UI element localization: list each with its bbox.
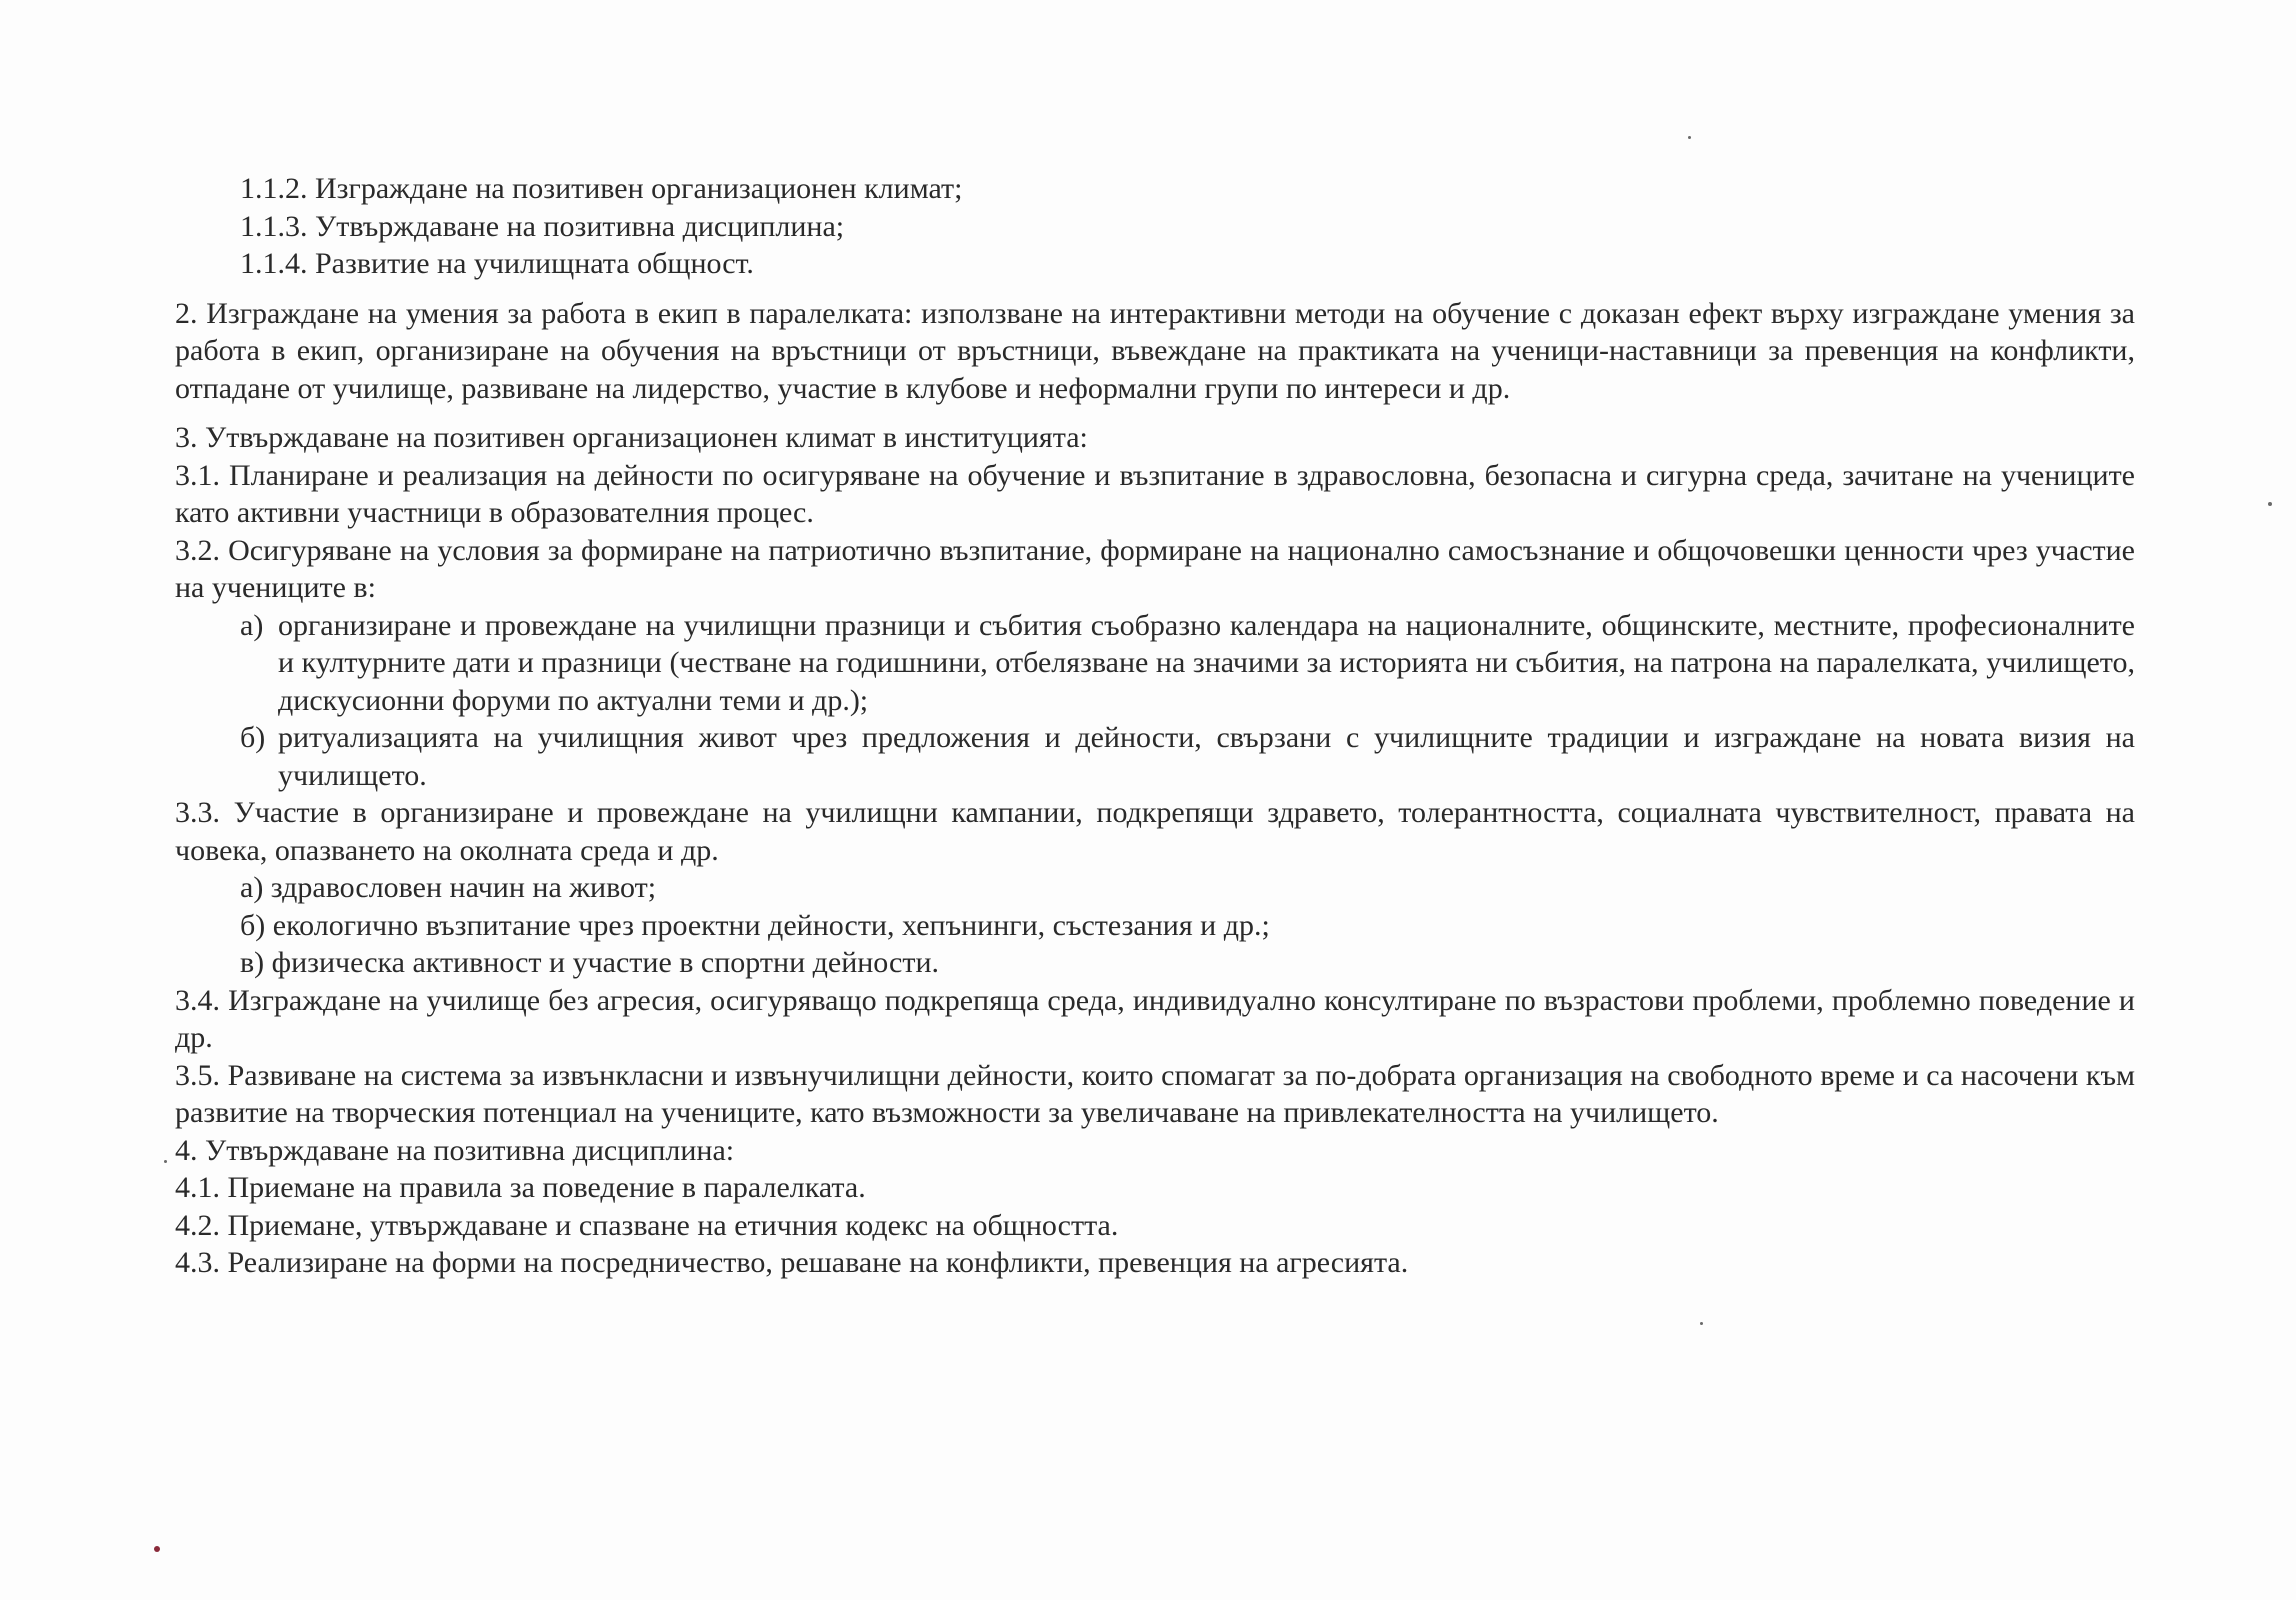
scan-speck [1700,1322,1703,1325]
paragraph-3: 3. Утвърждаване на позитивен организационен климат в институцията: [175,421,1088,454]
paragraph-3-4: 3.4. Изграждане на училище без агресия, осигуряващо подкрепяща среда, индивидуално консултиране по възрастови проблеми, проблемно поведение и др. [175,983,2135,1054]
scan-speck [164,1160,167,1163]
paragraph-3-3: 3.3. Участие в организиране и провеждане на училищни кампании, подкрепящи здравето, толерантността, социалната чувствителност, правата на човека, опазването на околната среда и др. [175,796,2135,867]
document-body [175,170,2135,1282]
item-label: а) [240,608,264,642]
list-item: 1.1.4. Развитие на училищната общност. [240,247,754,280]
list-item: 1.1.2. Изграждане на позитивен организационен климат; [240,172,963,205]
paragraph-4-1: 4.1. Приемане на правила за поведение в паралелката. [175,1171,866,1204]
list-item: 1.1.3. Утвърждаване на позитивна дисциплина; [240,209,845,243]
paragraph-2: 2. Изграждане на умения за работа в екип в паралелката: използване на интерактивни методи на обучение с доказан ефект върху изграждане умения за работа в екип, организиране на обучения на връстници от връстници, въвеждане на практиката на ученици-наставници за превенция на конфликти, отпадане от училище, развиване на лидерство, участие в клубове и неформални групи по интереси и др. [175,296,2135,405]
item-text: ритуализацията на училищния живот чрез предложения и дейности, свързани с училищните традиции и изграждане на новата визия на училището. [278,721,2135,792]
paragraph-3-2-b [175,719,2135,794]
scan-speck [2268,502,2272,506]
paragraph-3-2-a [175,607,2135,720]
section-1-subitems [175,170,2135,283]
item-text: организиране и провеждане на училищни празници и събития съобразно календара на националните, общинските, местните, професионалните и културните дати и празници (честване на годишнини, отбелязване на значими за историята ни събития, на патрона на паралелката, училището, дискусионни форуми по актуални теми и др.); [278,608,2135,717]
paragraph-3-3-a: а) здравословен начин на живот; [240,871,657,904]
paragraph-3-5: 3.5. Развиване на система за извънкласни и извънучилищни дейности, които спомагат за по-добрата организация на свободното време и са насочени към развитие на творческия потенциал на учениците, като възможности за увеличаване на привлекателността на училището. [175,1058,2135,1129]
scan-speck [154,1546,160,1552]
paragraph-4-2: 4.2. Приемане, утвърждаване и спазване на етичния кодекс на общността. [175,1208,1119,1242]
paragraph-3-3-b: б) екологично възпитание чрез проектни дейности, хепънинги, състезания и др.; [240,908,1270,942]
paragraph-3-2: 3.2. Осигуряване на условия за формиране на патриотично възпитание, формиране на национално самосъзнание и общочовешки ценности чрез участие на учениците в: [175,533,2135,604]
scan-speck [1688,136,1691,139]
paragraph-4: 4. Утвърждаване на позитивна дисциплина: [175,1133,735,1167]
paragraph-3-1: 3.1. Планиране и реализация на дейности по осигуряване на обучение и възпитание в здравословна, безопасна и сигурна среда, зачитане на учениците като активни участници в образователния процес. [175,458,2135,529]
paragraph-4-3: 4.3. Реализиране на форми на посредничество, решаване на конфликти, превенция на агресията. [175,1246,1409,1279]
item-label: б) [240,721,266,754]
paragraph-3-3-c: в) физическа активност и участие в спортни дейности. [240,946,940,979]
